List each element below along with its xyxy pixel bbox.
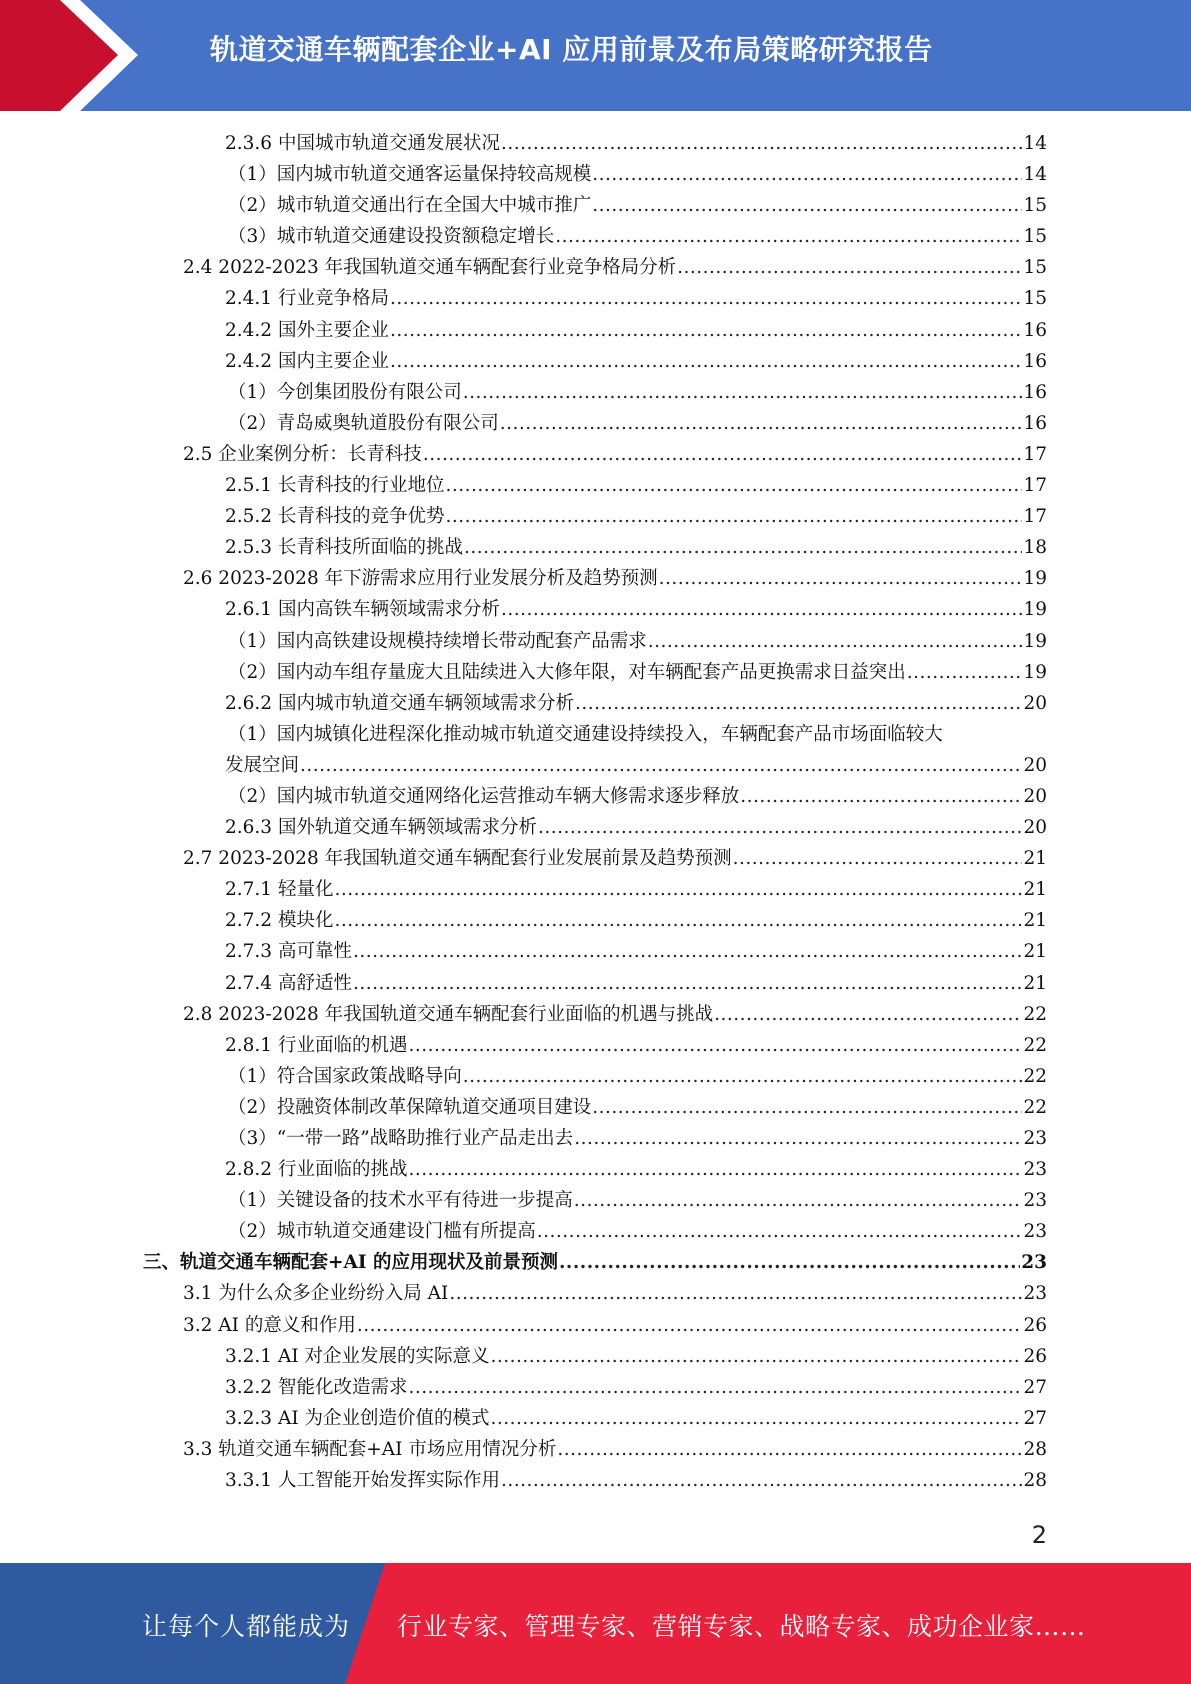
toc-dot-leader	[390, 283, 1022, 314]
toc-entry-row	[225, 874, 1047, 905]
toc-entry-title: （1）符合国家政策战略导向	[228, 1065, 462, 1087]
toc-entry-title: 2.8.1 行业面临的机遇	[225, 1034, 408, 1056]
toc-entry-row	[183, 1278, 1047, 1309]
toc-entry-row	[183, 1310, 1047, 1341]
toc-entry-title: 2.5 企业案例分析：长青科技	[183, 443, 422, 465]
toc-page-number: 20	[1023, 817, 1047, 839]
toc-entry-row	[183, 1434, 1047, 1465]
toc-page-number: 16	[1023, 319, 1047, 341]
toc-entry-row	[225, 1154, 1047, 1185]
toc-entry-row	[225, 346, 1047, 377]
toc-dot-leader	[491, 1341, 1023, 1372]
toc-entry-title: （1）国内城镇化进程深化推动城市轨道交通建设持续投入，车辆配套产品市场面临较大	[228, 723, 943, 745]
toc-page-number: 15	[1023, 226, 1047, 248]
toc-page-number: 21	[1023, 879, 1047, 901]
toc-page-number: 23	[1023, 1190, 1047, 1212]
toc-entry-title: 3.1 为什么众多企业纷纷入局 AI	[183, 1283, 449, 1305]
toc-page-number: 19	[1023, 661, 1047, 683]
toc-entry-row	[225, 594, 1047, 625]
toc-entry-title: （1）今创集团股份有限公司	[228, 381, 462, 403]
toc-entry-title: （2）城市轨道交通建设门槛有所提高	[228, 1221, 536, 1243]
toc-entry-row	[228, 657, 1047, 688]
toc-entry-title: 2.6 2023-2028 年下游需求应用行业发展分析及趋势预测	[183, 568, 658, 590]
toc-page-number: 20	[1023, 692, 1047, 714]
toc-page-number: 23	[1023, 1159, 1047, 1181]
toc-entry-row	[225, 968, 1047, 999]
toc-page-number: 19	[1023, 599, 1047, 621]
toc-entry-row	[183, 252, 1047, 283]
toc-dot-leader	[557, 1434, 1022, 1465]
toc-page-number: 17	[1023, 443, 1047, 465]
toc-dot-leader	[501, 1465, 1022, 1496]
toc-entry[interactable]	[0, 221, 1191, 252]
document-title: 轨道交通车辆配套企业+AI 应用前景及布局策略研究报告	[210, 33, 933, 66]
toc-entry-row	[143, 1247, 1047, 1278]
toc-dot-leader	[538, 812, 1022, 843]
toc-entry-row	[225, 470, 1047, 501]
toc-dot-leader	[390, 315, 1022, 346]
toc-entry-row	[228, 408, 1047, 439]
toc-entry[interactable]	[0, 999, 1191, 1030]
toc-entry-row	[225, 315, 1047, 346]
toc-entry[interactable]	[0, 252, 1191, 283]
toc-entry-title: 2.8 2023-2028 年我国轨道交通车辆配套行业面临的机遇与挑战	[183, 1003, 714, 1025]
toc-entry-row	[225, 750, 1047, 781]
toc-entry-title: 2.7.3 高可靠性	[225, 941, 352, 963]
toc-entry-row	[225, 936, 1047, 967]
toc-entry-title-continued: 发展空间	[225, 754, 300, 776]
toc-entry[interactable]	[0, 1278, 1191, 1309]
toc-dot-leader	[463, 1061, 1023, 1092]
toc-entry[interactable]	[0, 843, 1191, 874]
toc-page-number: 16	[1023, 412, 1047, 434]
toc-entry[interactable]	[0, 626, 1191, 657]
toc-entry-row	[225, 283, 1047, 314]
toc-dot-leader	[501, 594, 1022, 625]
toc-page-number: 26	[1023, 1345, 1047, 1367]
toc-entry[interactable]	[0, 408, 1191, 439]
toc-entry-title: 2.3.6 中国城市轨道交通发展状况	[225, 133, 500, 154]
toc-entry-title: （1）关键设备的技术水平有待进一步提高	[228, 1190, 573, 1212]
toc-dot-leader	[574, 1185, 1023, 1216]
toc-page-number: 14	[1023, 133, 1047, 154]
toc-dot-leader	[500, 408, 1023, 439]
toc-entry-title: 2.7 2023-2028 年我国轨道交通车辆配套行业发展前景及趋势预测	[183, 848, 732, 870]
toc-dot-leader	[733, 843, 1023, 874]
toc-entry[interactable]	[0, 1403, 1191, 1434]
toc-entry-title: 2.7.1 轻量化	[225, 879, 334, 901]
toc-entry[interactable]	[0, 315, 1191, 346]
toc-dot-leader	[353, 936, 1023, 967]
toc-entry-title: 2.6.1 国内高铁车辆领域需求分析	[225, 599, 500, 621]
toc-entry[interactable]	[0, 936, 1191, 967]
toc-entry-title: 2.5.2 长青科技的竞争优势	[225, 506, 445, 528]
toc-dot-leader	[501, 128, 1022, 159]
toc-page-number: 22	[1023, 1003, 1047, 1025]
toc-entry-row	[228, 221, 1047, 252]
toc-entry[interactable]	[0, 159, 1191, 190]
toc-entry-title: 2.4.1 行业竞争格局	[225, 288, 389, 310]
toc-page-number: 21	[1023, 941, 1047, 963]
footer-banner	[0, 1563, 1191, 1684]
toc-dot-leader	[463, 377, 1023, 408]
toc-page-number: 16	[1023, 350, 1047, 372]
toc-entry-title: 3.3 轨道交通车辆配套+AI 市场应用情况分析	[183, 1438, 557, 1460]
toc-entry-row	[228, 1092, 1047, 1123]
toc-entry-text-line	[228, 719, 943, 750]
toc-entry-title: （3）城市轨道交通建设投资额稳定增长	[228, 226, 555, 248]
toc-entry-title: （1）国内高铁建设规模持续增长带动配套产品需求	[228, 630, 647, 652]
toc-dot-leader	[592, 190, 1022, 221]
toc-entry[interactable]	[0, 1154, 1191, 1185]
toc-dot-leader	[445, 501, 1022, 532]
toc-entry[interactable]	[0, 283, 1191, 314]
toc-entry-title: 2.5.3 长青科技所面临的挑战	[225, 537, 463, 559]
toc-page-number: 19	[1023, 630, 1047, 652]
toc-dot-leader	[300, 750, 1022, 781]
toc-entry-title: （2）城市轨道交通出行在全国大中城市推广	[228, 195, 592, 217]
toc-entry-title: 2.7.2 模块化	[225, 910, 334, 932]
toc-dot-leader	[408, 1154, 1022, 1185]
toc-entry-title: （2）投融资体制改革保障轨道交通项目建设	[228, 1096, 592, 1118]
toc-entry-row	[225, 905, 1047, 936]
toc-entry[interactable]	[0, 905, 1191, 936]
toc-dot-leader	[334, 905, 1022, 936]
toc-entry-title: 2.6.2 国内城市轨道交通车辆领域需求分析	[225, 692, 574, 714]
toc-dot-leader	[907, 657, 1023, 688]
toc-entry[interactable]	[0, 1061, 1191, 1092]
toc-entry-title: 2.7.4 高舒适性	[225, 972, 352, 994]
toc-entry-title: 三、轨道交通车辆配套+AI 的应用现状及前景预测	[143, 1252, 558, 1274]
toc-page-number: 21	[1023, 910, 1047, 932]
toc-entry-row	[225, 1030, 1047, 1061]
header-banner	[0, 0, 1191, 111]
toc-entry-title: 3.2 AI 的意义和作用	[183, 1314, 356, 1336]
toc-entry[interactable]	[0, 1341, 1191, 1372]
toc-entry-title: 3.2.3 AI 为企业创造价值的模式	[225, 1407, 490, 1429]
toc-entry-row	[183, 843, 1047, 874]
toc-entry[interactable]	[0, 1123, 1191, 1154]
toc-entry-row	[228, 1123, 1047, 1154]
toc-entry[interactable]	[0, 501, 1191, 532]
toc-dot-leader	[537, 1216, 1023, 1247]
toc-entry[interactable]	[0, 688, 1191, 719]
toc-page-number: 28	[1023, 1438, 1047, 1460]
toc-dot-leader	[408, 1372, 1022, 1403]
toc-page-number: 20	[1023, 785, 1047, 807]
toc-entry-title: （2）国内动车组存量庞大且陆续进入大修年限，对车辆配套产品更换需求日益突出	[228, 661, 906, 683]
toc-entry[interactable]	[0, 812, 1191, 843]
toc-entry[interactable]	[0, 190, 1191, 221]
toc-entry-title: 3.2.2 智能化改造需求	[225, 1376, 408, 1398]
toc-entry-row	[228, 1185, 1047, 1216]
toc-entry-row	[225, 501, 1047, 532]
toc-entry[interactable]	[0, 1372, 1191, 1403]
toc-entry-row	[225, 1372, 1047, 1403]
toc-dot-leader	[677, 252, 1022, 283]
toc-entry[interactable]	[0, 439, 1191, 470]
toc-entry-row	[225, 812, 1047, 843]
toc-entry[interactable]	[0, 1434, 1191, 1465]
toc-dot-leader	[592, 159, 1022, 190]
toc-entry-row	[183, 563, 1047, 594]
toc-entry[interactable]	[0, 1216, 1191, 1247]
toc-entry-row	[228, 1216, 1047, 1247]
toc-entry-row	[225, 1403, 1047, 1434]
toc-entry[interactable]	[0, 346, 1191, 377]
toc-page-number: 22	[1023, 1065, 1047, 1087]
toc-dot-leader	[445, 470, 1022, 501]
toc-dot-leader	[659, 563, 1023, 594]
toc-entry-row	[183, 439, 1047, 470]
toc-dot-leader	[574, 1123, 1022, 1154]
toc-entry-row	[225, 1341, 1047, 1372]
toc-entry-title: （2）国内城市轨道交通网络化运营推动车辆大修需求逐步释放	[228, 785, 740, 807]
toc-page-number: 17	[1023, 506, 1047, 528]
toc-page-number: 20	[1023, 754, 1047, 776]
toc-entry[interactable]	[0, 563, 1191, 594]
toc-dot-leader	[353, 968, 1023, 999]
toc-dot-leader	[740, 781, 1022, 812]
toc-page-number: 28	[1023, 1470, 1047, 1492]
toc-dot-leader	[491, 1403, 1023, 1434]
toc-entry-title: 2.4.2 国内主要企业	[225, 350, 389, 372]
toc-entry-continuation[interactable]	[0, 750, 1191, 781]
toc-entry-title: 2.5.1 长青科技的行业地位	[225, 475, 445, 497]
toc-entry-title: 3.2.1 AI 对企业发展的实际意义	[225, 1345, 490, 1367]
toc-page-number: 19	[1023, 568, 1047, 590]
toc-entry[interactable]	[0, 1092, 1191, 1123]
toc-entry-row	[225, 128, 1047, 159]
toc-entry[interactable]	[0, 781, 1191, 812]
toc-page-number: 23	[1023, 1128, 1047, 1149]
toc-entry-row	[225, 1465, 1047, 1496]
toc-entry-row	[228, 377, 1047, 408]
footer-slogan-left: 让每个人都能成为	[142, 1612, 351, 1641]
toc-page-number: 23	[1021, 1252, 1047, 1274]
toc-dot-leader	[408, 1030, 1022, 1061]
toc-page-number: 27	[1023, 1407, 1047, 1429]
toc-entry[interactable]	[0, 1247, 1191, 1278]
toc-dot-leader	[334, 874, 1022, 905]
toc-entry[interactable]	[0, 377, 1191, 408]
page-number: 2	[1031, 1521, 1047, 1549]
toc-dot-leader	[423, 439, 1023, 470]
toc-entry[interactable]	[0, 968, 1191, 999]
header-chevron-shape	[0, 0, 160, 111]
toc-page-number: 16	[1023, 381, 1047, 403]
toc-entry-row	[228, 781, 1047, 812]
toc-page-number: 21	[1023, 972, 1047, 994]
toc-entry[interactable]	[0, 532, 1191, 563]
toc-page-number: 21	[1023, 848, 1047, 870]
toc-entry-row	[228, 626, 1047, 657]
toc-page-number: 23	[1023, 1221, 1047, 1243]
toc-page-number: 15	[1023, 257, 1047, 279]
toc-entry-row	[228, 190, 1047, 221]
toc-page-number: 14	[1023, 164, 1047, 186]
toc-page-number: 15	[1023, 195, 1047, 217]
toc-page-number: 17	[1023, 475, 1047, 497]
toc-entry-row	[228, 159, 1047, 190]
toc-page-number: 22	[1023, 1034, 1047, 1056]
toc-entry-title: 3.3.1 人工智能开始发挥实际作用	[225, 1470, 500, 1492]
toc-page-number: 26	[1023, 1314, 1047, 1336]
toc-entry-title: （1）国内城市轨道交通客运量保持较高规模	[228, 164, 592, 186]
toc-entry[interactable]	[0, 1185, 1191, 1216]
toc-entry[interactable]	[0, 470, 1191, 501]
toc-dot-leader	[575, 688, 1022, 719]
toc-entry-row	[225, 532, 1047, 563]
toc-dot-leader	[559, 1247, 1020, 1278]
toc-dot-leader	[357, 1310, 1023, 1341]
toc-entry[interactable]	[0, 719, 1191, 750]
toc-dot-leader	[592, 1092, 1022, 1123]
toc-entry[interactable]	[0, 128, 1191, 159]
toc-page-number: 23	[1023, 1283, 1047, 1305]
toc-dot-leader	[714, 999, 1022, 1030]
footer-slogan-right: 行业专家、管理专家、营销专家、战略专家、成功企业家……	[397, 1612, 1086, 1641]
toc-entry-row	[225, 688, 1047, 719]
toc-page-number: 18	[1023, 537, 1047, 559]
toc-entry[interactable]	[0, 1465, 1191, 1496]
toc-dot-leader	[555, 221, 1022, 252]
toc-entry-row	[183, 999, 1047, 1030]
toc-dot-leader	[390, 346, 1022, 377]
toc-dot-leader	[464, 532, 1022, 563]
toc-entry-title: 2.4 2022-2023 年我国轨道交通车辆配套行业竞争格局分析	[183, 257, 677, 279]
toc-page-number: 15	[1023, 288, 1047, 310]
toc-entry-title: （3）“一带一路”战略助推行业产品走出去	[228, 1128, 574, 1149]
toc-entry[interactable]	[0, 1030, 1191, 1061]
toc-entry[interactable]	[0, 657, 1191, 688]
toc-entry[interactable]	[0, 1310, 1191, 1341]
toc-entry[interactable]	[0, 594, 1191, 625]
toc-entry-title: 2.6.3 国外轨道交通车辆领域需求分析	[225, 817, 537, 839]
toc-entry-title: （2）青岛威奥轨道股份有限公司	[228, 412, 499, 434]
toc-entry[interactable]	[0, 874, 1191, 905]
toc-entry-title: 2.4.2 国外主要企业	[225, 319, 389, 341]
toc-dot-leader	[449, 1278, 1022, 1309]
toc-page-number: 27	[1023, 1376, 1047, 1398]
table-of-contents	[0, 128, 1191, 1496]
toc-dot-leader	[648, 626, 1023, 657]
toc-page-number: 22	[1023, 1096, 1047, 1118]
toc-entry-title: 2.8.2 行业面临的挑战	[225, 1159, 408, 1181]
toc-entry-row	[228, 1061, 1047, 1092]
